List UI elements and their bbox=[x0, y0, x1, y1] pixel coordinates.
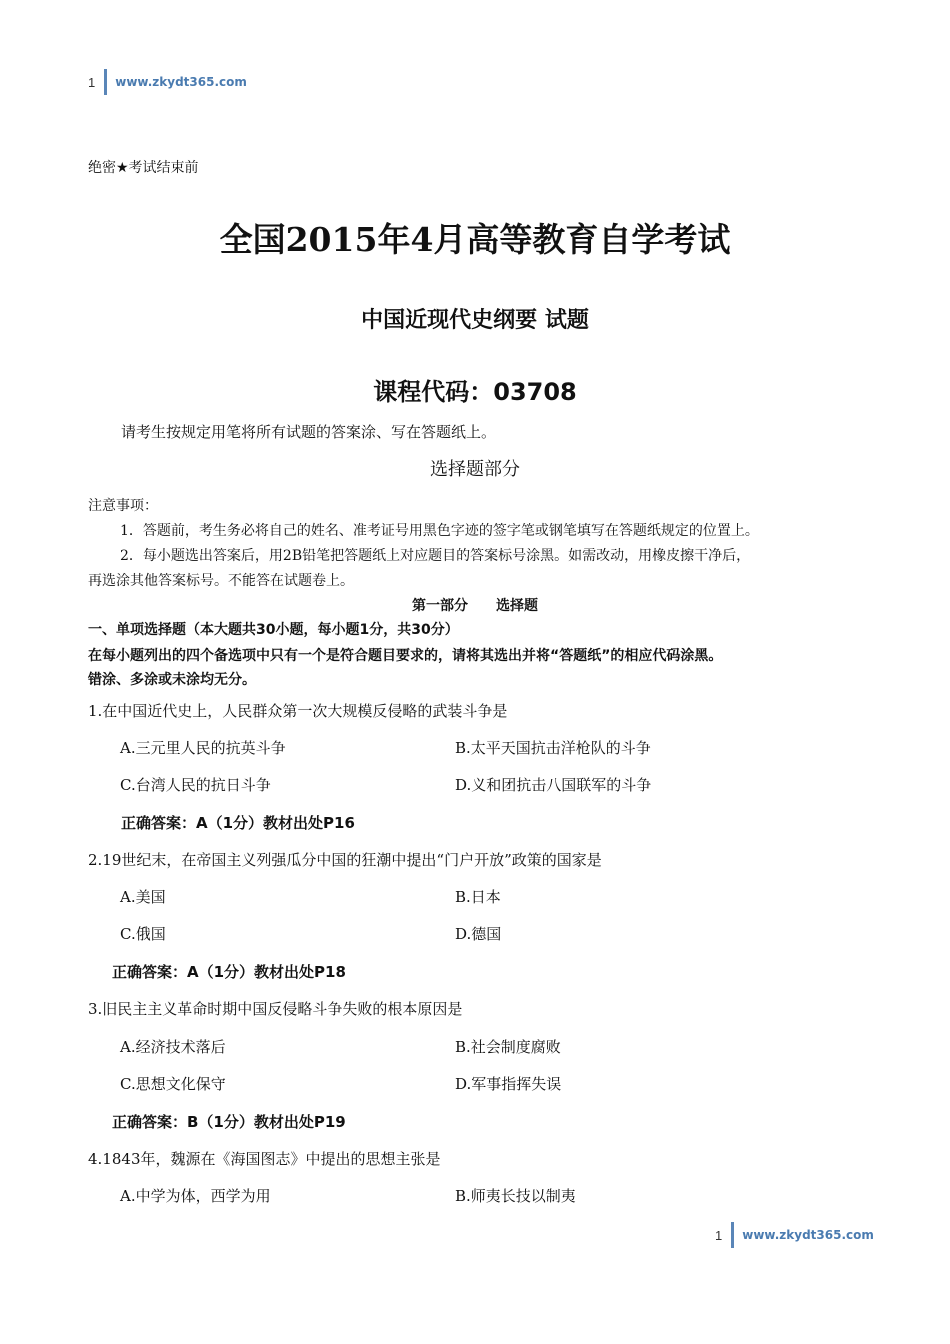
header-page-number: 1 bbox=[88, 74, 96, 90]
question-2-option-a: A.美国 bbox=[120, 888, 166, 906]
single-choice-heading: 一、单项选择题（本大题共30小题，每小题1分，共30分） bbox=[88, 622, 459, 638]
question-1-answer: 正确答案：A（1分）教材出处P16 bbox=[121, 814, 355, 832]
single-choice-desc-line-1: 在每小题列出的四个备选项中只有一个是符合题目要求的，请将其选出并将“答题纸”的相应代码涂黑。 bbox=[88, 648, 723, 664]
single-choice-desc-line-2: 错涂、多涂或未涂均无分。 bbox=[88, 672, 256, 688]
question-2-stem: 2.19世纪末，在帝国主义列强瓜分中国的狂潮中提出“门户开放”政策的国家是 bbox=[88, 851, 602, 869]
question-2-option-c: C.俄国 bbox=[120, 925, 166, 943]
question-3-option-c: C.思想文化保守 bbox=[120, 1075, 226, 1093]
question-1-option-b: B.太平天国抗击洋枪队的斗争 bbox=[455, 739, 651, 757]
footer-page-number: 1 bbox=[715, 1227, 723, 1243]
question-2-answer: 正确答案：A（1分）教材出处P18 bbox=[112, 963, 346, 981]
notes-item-1: 1．答题前，考生务必将自己的姓名、准考证号用黑色字迹的签字笔或钢笔填写在答题纸规定的位置上。 bbox=[120, 523, 759, 539]
instruction-text: 请考生按规定用笔将所有试题的答案涂、写在答题纸上。 bbox=[121, 423, 497, 441]
notes-item-2-line-1: 2．每小题选出答案后，用2B铅笔把答题纸上对应题目的答案标号涂黑。如需改动，用橡皮擦干净后， bbox=[120, 548, 751, 564]
classification-label: 绝密★考试结束前 bbox=[88, 160, 199, 176]
question-4-option-a: A.中学为体，西学为用 bbox=[120, 1187, 271, 1205]
exam-title: 全国2015年4月高等教育自学考试 bbox=[219, 220, 731, 259]
page-footer bbox=[715, 1222, 874, 1248]
question-4-stem: 4.1843年，魏源在《海国图志》中提出的思想主张是 bbox=[88, 1150, 441, 1168]
subject-title: 中国近现代史纲要 试题 bbox=[361, 308, 589, 333]
footer-site-link[interactable]: www.zkydt365.com bbox=[742, 1228, 874, 1242]
course-code: 课程代码：03708 bbox=[373, 378, 577, 406]
footer-divider bbox=[731, 1222, 734, 1248]
question-1-option-a: A.三元里人民的抗英斗争 bbox=[120, 739, 286, 757]
notes-item-2-line-2: 再选涂其他答案标号。不能答在试题卷上。 bbox=[88, 573, 354, 589]
question-2-option-b: B.日本 bbox=[455, 888, 501, 906]
question-2-option-d: D.德国 bbox=[455, 925, 502, 943]
section-title: 选择题部分 bbox=[430, 459, 520, 480]
question-1-option-c: C.台湾人民的抗日斗争 bbox=[120, 776, 271, 794]
header-site-link[interactable]: www.zkydt365.com bbox=[115, 75, 247, 89]
question-3-stem: 3.旧民主主义革命时期中国反侵略斗争失败的根本原因是 bbox=[88, 1000, 463, 1018]
part-title: 第一部分 选择题 bbox=[412, 598, 538, 614]
question-3-option-d: D.军事指挥失误 bbox=[455, 1075, 562, 1093]
question-1-stem: 1.在中国近代史上，人民群众第一次大规模反侵略的武装斗争是 bbox=[88, 702, 508, 720]
question-4-option-b: B.师夷长技以制夷 bbox=[455, 1187, 576, 1205]
question-3-answer: 正确答案：B（1分）教材出处P19 bbox=[112, 1113, 346, 1131]
page-header bbox=[88, 69, 247, 95]
header-divider bbox=[104, 69, 107, 95]
question-1-option-d: D.义和团抗击八国联军的斗争 bbox=[455, 776, 652, 794]
question-3-option-b: B.社会制度腐败 bbox=[455, 1038, 561, 1056]
notes-heading: 注意事项： bbox=[88, 498, 158, 514]
question-3-option-a: A.经济技术落后 bbox=[120, 1038, 226, 1056]
